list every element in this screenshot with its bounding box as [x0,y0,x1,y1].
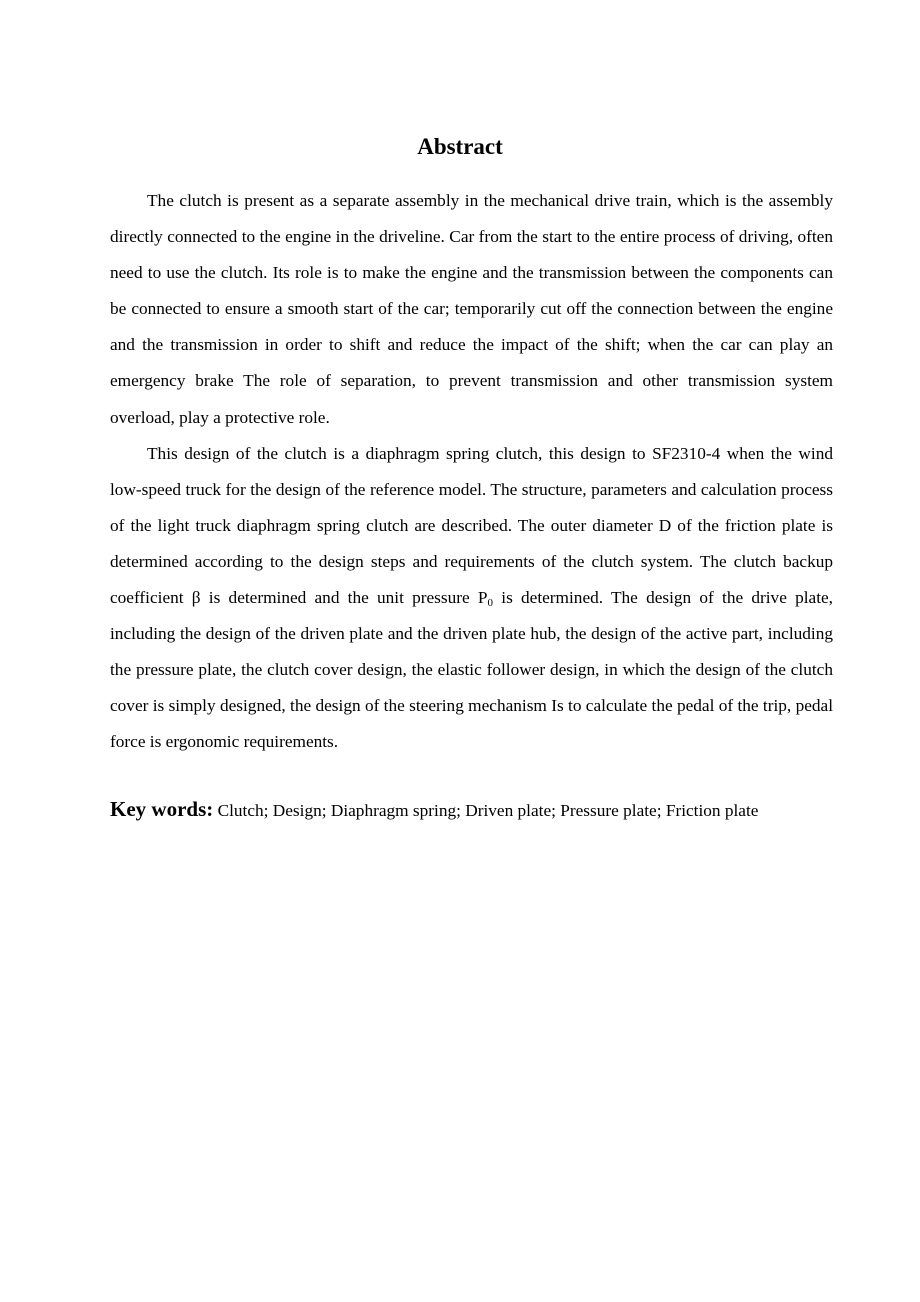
paragraph-2-text-end: is determined. The design of the drive plate, including the design of the driven plate and the driven plate hub, the design of the active part, including the pressure plate, the clutch cover design, the elastic follower design, in which the design of the clutch cover is simply designed, the design of the steering mechanism Is to calculate the pedal of the trip, pedal force is ergonomic requirements. [110,588,833,752]
abstract-title: Abstract [417,134,503,159]
abstract-paragraph-2 [110,436,833,761]
paragraph-2-text-start: This design of the clutch is a diaphragm spring clutch, this design to SF2310-4 when the wind low-speed truck for the design of the reference model. The structure, parameters and calculation process of the light truck diaphragm spring clutch are described. The outer diameter D of the friction plate is determined according to the design steps and requirements of the clutch system. The clutch backup coefficient β is determined and the unit pressure P [110,443,833,608]
keywords-list: Clutch; Design; Diaphragm spring; Driven plate; Pressure plate; Friction plate [213,801,759,820]
pressure-subscript: 0 [487,597,494,610]
keywords-line [110,794,850,826]
keywords-label: Key words: [110,797,214,821]
abstract-paragraph-1: The clutch is present as a separate assembly in the mechanical drive train, which is the assembly directly connected to the engine in the driveline. Car from the start to the entire process of driving, often need to use the clutch. Its role is to make the engine and the transmission between the components can be connected to ensure a smooth start of the car; temporarily cut off the connection between the engine and the transmission in order to shift and reduce the impact of the shift; when the car can play an emergency brake The role of separation, to prevent transmission and other transmission system overload, play a protective role. [110,191,833,427]
abstract-body [110,183,833,761]
